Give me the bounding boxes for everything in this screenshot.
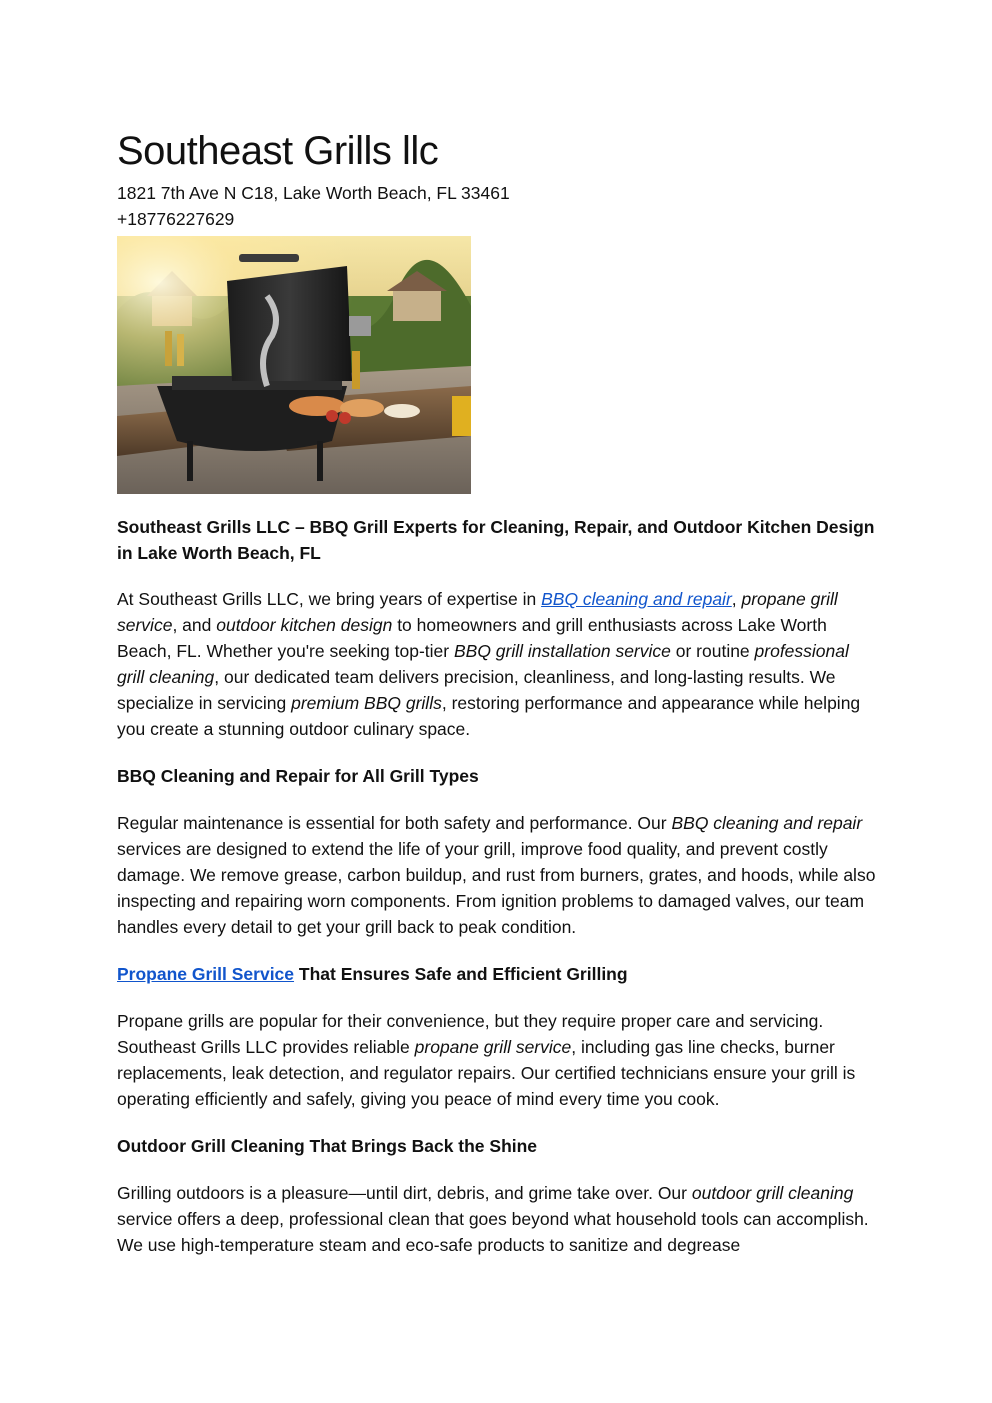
- business-name: Southeast Grills llc: [117, 129, 439, 173]
- business-address: 1821 7th Ave N C18, Lake Worth Beach, FL 33461: [117, 183, 510, 203]
- document-page: [117, 122, 877, 1258]
- section-heading-propane: Propane Grill Service That Ensures Safe and Efficient Grilling: [117, 964, 628, 984]
- bbq-grill-photo: [117, 236, 471, 494]
- propane-grill-service-link[interactable]: Propane Grill Service: [117, 964, 295, 984]
- section-paragraph-outdoor-cleaning: Grilling outdoors is a pleasure—until dirt, debris, and grime take over. Our outdoor grill cleaning service offers a deep, professional clean that goes beyond what household tools can accomplish. We use high-temperature steam and eco-safe products to sanitize and degrease: [117, 1183, 869, 1255]
- section-heading-outdoor-cleaning: Outdoor Grill Cleaning That Brings Back the Shine: [117, 1136, 538, 1156]
- intro-paragraph: At Southeast Grills LLC, we bring years of expertise in BBQ cleaning and repair, propane grill service, and outdoor kitchen design to homeowners and grill enthusiasts across Lake Worth Beach, FL. Whether you're seeking top-tier BBQ grill installation service or routine professional grill cleaning, our dedicated team delivers precision, cleanliness, and long-lasting results. We specialize in servicing premium BBQ grills, restoring performance and appearance while helping you create a stunning outdoor culinary space.: [117, 589, 861, 739]
- section-heading-bbq-cleaning: BBQ Cleaning and Repair for All Grill Types: [117, 766, 479, 786]
- headline: Southeast Grills LLC – BBQ Grill Experts for Cleaning, Repair, and Outdoor Kitchen Design in Lake Worth Beach, FL: [117, 517, 875, 563]
- section-paragraph-propane: Propane grills are popular for their convenience, but they require proper care and servicing. Southeast Grills LLC provides reliable propane grill service, including gas line checks, burner replacements, leak detection, and regulator repairs. Our certified technicians ensure your grill is operating efficiently and safely, giving you peace of mind every time you cook.: [117, 1011, 856, 1109]
- bbq-cleaning-link[interactable]: BBQ cleaning and repair: [541, 589, 732, 609]
- section-paragraph-bbq-cleaning: Regular maintenance is essential for both safety and performance. Our BBQ cleaning and repair services are designed to extend the life of your grill, improve food quality, and prevent costly damage. We remove grease, carbon buildup, and rust from burners, grates, and hoods, while also inspecting and repairing worn components. From ignition problems to damaged valves, our team handles every detail to get your grill back to peak condition.: [117, 813, 876, 937]
- business-phone: +18776227629: [117, 209, 235, 229]
